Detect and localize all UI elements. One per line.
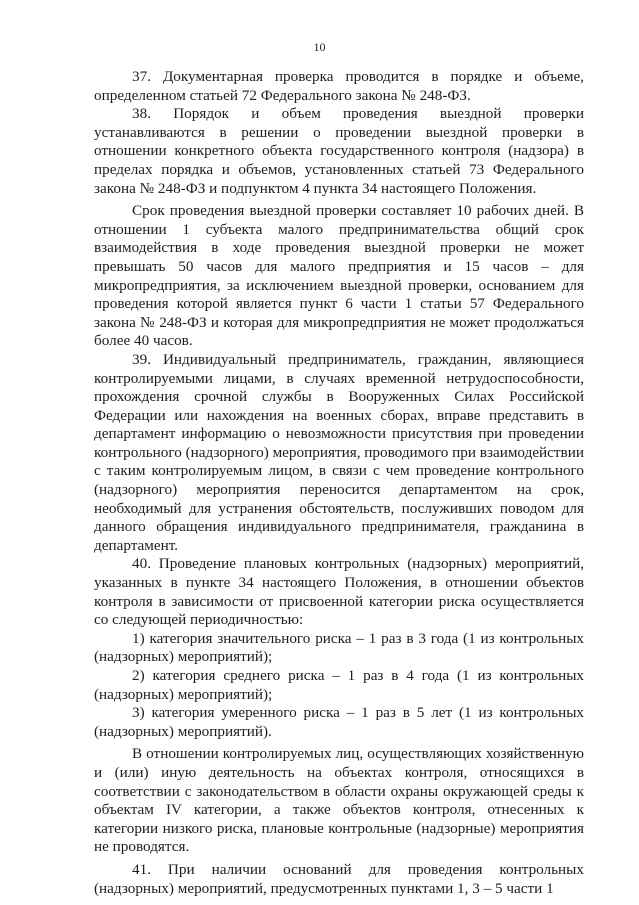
paragraph-38-term: Срок проведения выездной проверки составляет 10 рабочих дней. В отношении 1 субъекта малого предпринимательства общий срок взаимодействия в ходе проведения выездной проверки не может превышать 50 часов для малого предприятия и 15 часов – для микропредприятия, за исключением выездной проверки, основанием для проведения которой является пункт 6 части 1 статьи 57 Федерального закона № 248-ФЗ и которая для микропредприятия не может продолжаться более 40 часов. [94, 202, 584, 350]
paragraph-40-exception: В отношении контролируемых лиц, осуществляющих хозяйственную и (или) иную деятельность на объектах контроля, относящихся в соответствии с законодательством в области охраны окружающей среды к объектам IV категории, а также объектов контроля, отнесенных к категории низкого риска, плановые контрольные (надзорные) мероприятия не проводятся. [94, 745, 584, 856]
paragraph-39: 39. Индивидуальный предприниматель, гражданин, являющиеся контролируемыми лицами, в случаях временной нетрудоспособности, прохождения срочной службы в Вооруженных Силах Российской Федерации или нахождения на военных сборах, вправе представить в департамент информацию о невозможности присутствия при проведении контрольного (надзорного) мероприятия, проводимого при взаимодействии с таким контролируемым лицом, в связи с чем проведение контрольного (надзорного) мероприятия переносится департаментом на срок, необходимый для устранения обстоятельств, послуживших поводом для данного обращения индивидуального предпринимателя, гражданина в департамент. [94, 350, 584, 554]
list-item-3: 3) категория умеренного риска – 1 раз в 5 лет (1 из контрольных (надзорных) мероприятий). [94, 704, 584, 740]
paragraph-40: 40. Проведение плановых контрольных (надзорных) мероприятий, указанных в пункте 34 настоящего Положения, в отношении объектов контроля в зависимости от присвоенной категории риска осуществляется со следующей периодичностью: [94, 555, 584, 629]
list-item-1: 1) категория значительного риска – 1 раз в 3 года (1 из контрольных (надзорных) мероприятий); [94, 629, 584, 666]
paragraph-41: 41. При наличии оснований для проведения контрольных (надзорных) мероприятий, предусмотренных пунктами 1, 3 – 5 части 1 [94, 860, 584, 897]
document-body [94, 68, 584, 898]
list-item-2: 2) категория среднего риска – 1 раз в 4 года (1 из контрольных (надзорных) мероприятий); [94, 667, 584, 703]
paragraph-38: 38. Порядок и объем проведения выездной проверки устанавливаются в решении о проведении выездной проверки в отношении конкретного объекта государственного контроля (надзора) в пределах порядка и объемов, установленных статьей 73 Федерального закона № 248-ФЗ и подпунктом 4 пункта 34 настоящего Положения. [94, 105, 584, 197]
page-number: 10 [313, 40, 326, 54]
paragraph-37: 37. Документарная проверка проводится в порядке и объеме, определенном статьей 72 Федерального закона № 248-ФЗ. [94, 68, 584, 104]
